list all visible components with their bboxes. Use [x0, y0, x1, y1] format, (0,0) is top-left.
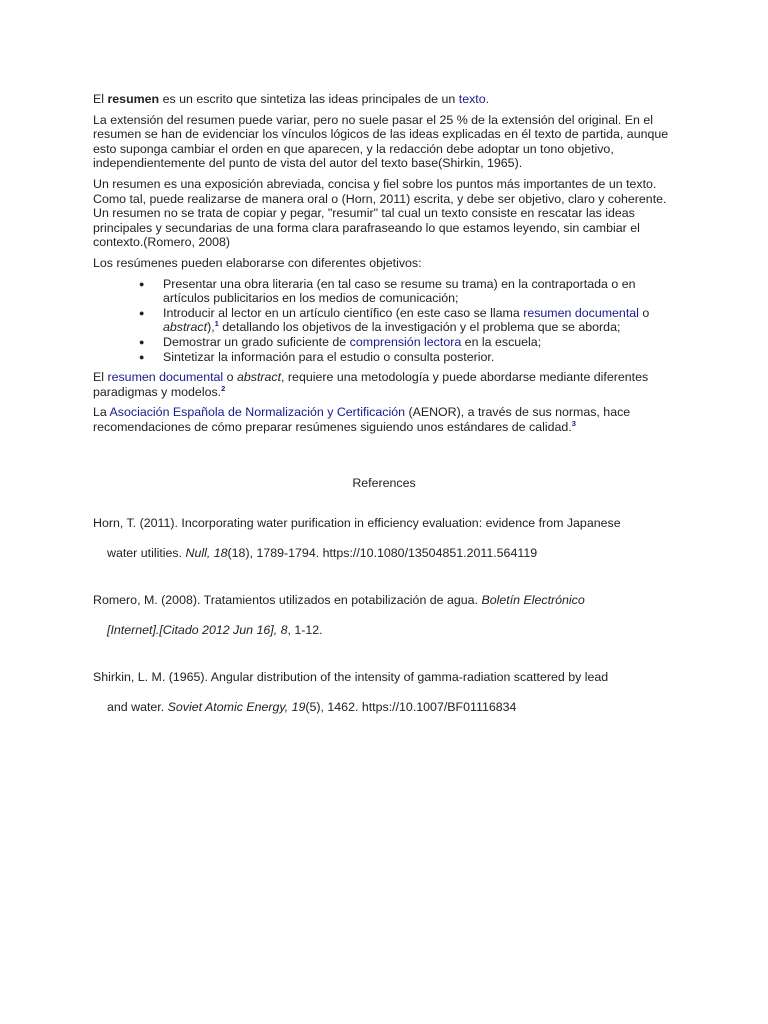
- journal-title: Null, 18: [185, 546, 228, 560]
- references-section: [93, 476, 693, 739]
- list-item: ● Presentar una obra literaria (en tal caso se resume su trama) en la contraportada o en artículos publicitarios en los medios de comunicación;: [163, 277, 678, 306]
- text: El: [93, 92, 108, 106]
- text: , requiere una metodología y puede abordarse mediante diferentes paradigmas y modelos.: [93, 370, 649, 399]
- text: Romero, M. (2008). Tratamientos utilizados en potabilización de agua.: [93, 593, 482, 607]
- paragraph-aenor: [93, 405, 678, 434]
- comprension-lectora-link[interactable]: comprensión lectora: [349, 334, 462, 349]
- objectives-list: [93, 277, 678, 365]
- text: o: [223, 370, 237, 385]
- footnote-ref[interactable]: 3: [571, 418, 576, 428]
- text: (AENOR), a través de sus normas, hace recomendaciones de cómo preparar resúmenes siguiendo unos estándares de calidad.: [93, 405, 631, 434]
- reference-entry: [93, 585, 693, 645]
- reference-entry: [93, 662, 693, 722]
- list-item: ● Sintetizar la información para el estudio o consulta posterior.: [163, 350, 678, 365]
- document-body: [93, 92, 678, 440]
- italic-term: abstract: [236, 370, 282, 385]
- footnote-ref[interactable]: 2: [221, 383, 226, 393]
- reference-entry: [93, 508, 693, 568]
- text: , 1-12.: [287, 623, 323, 637]
- list-item: [163, 335, 678, 350]
- reference-line: Shirkin, L. M. (1965). Angular distribution of the intensity of gamma-radiation scattered by lead: [93, 670, 609, 684]
- paragraph-resumen-documental: [93, 370, 678, 399]
- text: es un escrito que sintetiza las ideas principales de un: [159, 92, 459, 106]
- italic-term: abstract: [163, 320, 208, 335]
- text: o: [638, 305, 650, 320]
- text: (5), 1462. https://10.1007/BF01116834: [305, 700, 517, 714]
- reference-line: [93, 692, 693, 722]
- reference-line: Horn, T. (2011). Incorporating water purification in efficiency evaluation: evidence from Japanese: [93, 516, 621, 530]
- journal-title: Boletín Electrónico: [481, 593, 585, 607]
- footnote-ref[interactable]: 1: [214, 319, 219, 329]
- text: (18), 1789-1794. https://10.1080/13504851.2011.564119: [227, 546, 538, 560]
- list-item: [163, 306, 678, 335]
- text: Introducir al lector en un artículo científico (en este caso se llama: [163, 305, 524, 320]
- text: El: [93, 370, 108, 385]
- resumen-documental-link[interactable]: resumen documental: [107, 370, 224, 385]
- bold-term: resumen: [107, 92, 160, 106]
- text: Demostrar un grado suficiente de: [163, 334, 350, 349]
- text: ),: [207, 320, 215, 335]
- paragraph-objectives-intro: Los resúmenes pueden elaborarse con diferentes objetivos:: [93, 255, 422, 270]
- reference-line: [93, 615, 693, 645]
- text: en la escuela;: [461, 334, 542, 349]
- reference-line: [93, 538, 693, 568]
- journal-title: [Internet].[Citado 2012 Jun 16], 8: [107, 623, 288, 637]
- aenor-link[interactable]: Asociación Española de Normalización y Certificación: [109, 405, 405, 420]
- text: water utilities.: [107, 546, 186, 560]
- paragraph-exposition: Un resumen es una exposición abreviada, concisa y fiel sobre los puntos más importantes de un texto. Como tal, puede realizarse de manera oral o (Horn, 2011) escrita, y debe ser objetivo, claro y coherente. Un resumen no se trata de copiar y pegar, "resumir" tal cual un texto consiste en rescatar las ideas principales y secundarias de una forma clara parafraseando lo que estamos leyendo, sin cambiar el contexto.(Romero, 2008): [93, 176, 667, 250]
- paragraph-extension: La extensión del resumen puede variar, pero no suele pasar el 25 % de la extensión del original. En el resumen se han de evidenciar los vínculos lógicos de las ideas explicadas en él texto de partida, aunque esto suponga cambiar el orden en que aparecen, y la redacción debe adoptar un tono objetivo, independientemente del punto de vista del autor del texto base(Shirkin, 1965).: [93, 112, 669, 171]
- text: La: [93, 405, 110, 420]
- resumen-documental-link[interactable]: resumen documental: [523, 305, 639, 320]
- journal-title: Soviet Atomic Energy, 19: [167, 700, 306, 714]
- paragraph-definition: [93, 92, 678, 107]
- texto-link[interactable]: texto: [458, 92, 486, 106]
- reference-line: [93, 585, 693, 615]
- text: detallando los objetivos de la investigación y el problema que se aborda;: [218, 320, 621, 335]
- text: and water.: [107, 700, 168, 714]
- references-heading: References: [352, 476, 416, 490]
- text: .: [485, 92, 490, 106]
